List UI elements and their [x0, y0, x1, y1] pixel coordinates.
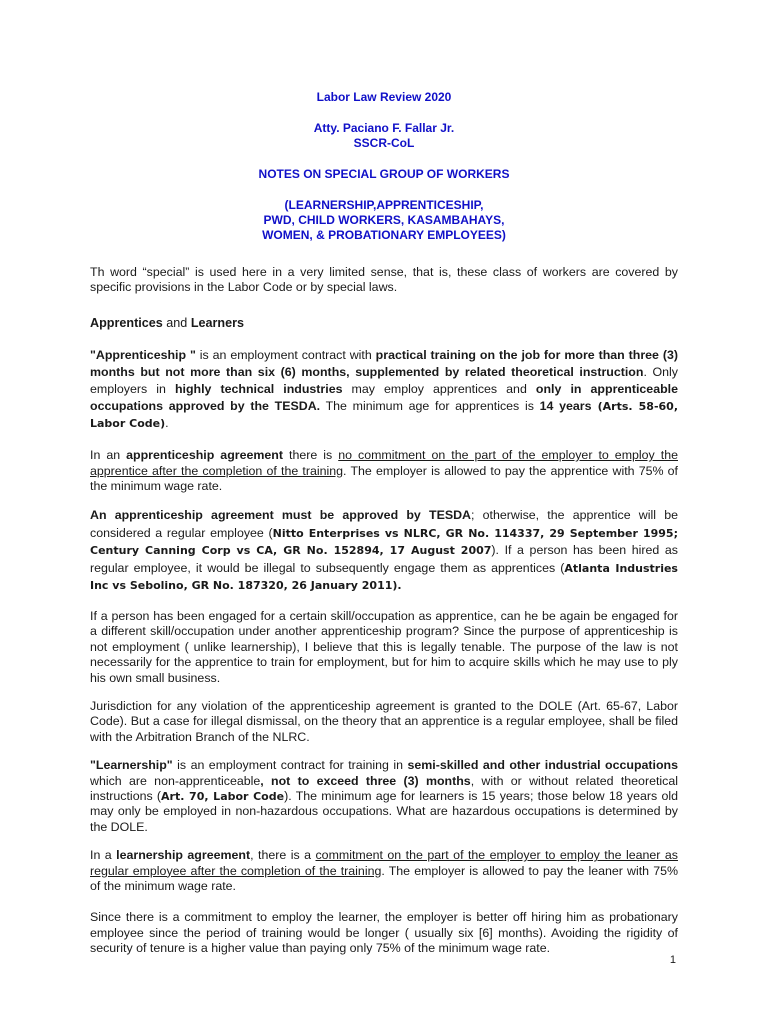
text: may employ apprentices and	[342, 382, 536, 397]
agreement-paragraph	[90, 448, 678, 494]
approval-paragraph	[90, 507, 678, 595]
text: In an	[90, 448, 127, 463]
text: which are non-apprenticeable	[90, 773, 261, 788]
jurisdiction-paragraph: Jurisdiction for any violation of the apprenticeship agreement is granted to the DOLE (Art. 65-67, Labor Code). But a case for illegal dismissal, on the theory that an apprentice is a regular employee, shall be filed with the Arbitration Branch of the NLRC.	[90, 698, 678, 744]
subtopic-line: PWD, CHILD WORKERS, KASAMBAHAYS,	[263, 213, 505, 227]
citation: Nitto Enterprises vs NLRC, GR No. 114337, 29 September 1995; Century Canning Corp vs CA, GR No. 152894, 17 August 2007	[90, 526, 678, 558]
text: .	[165, 416, 169, 431]
text: is an employment contract with	[195, 348, 376, 363]
text: . Only employers in	[90, 365, 678, 397]
text: In a	[90, 848, 117, 863]
text: , there is a	[250, 848, 316, 863]
learnership-paragraph	[90, 758, 678, 835]
learnership-agreement-paragraph	[90, 848, 678, 894]
heading-part: Learners	[190, 315, 245, 330]
text: is an employment contract for training in	[172, 758, 408, 773]
text: . The employer is allowed to pay the leaner with 75% of the minimum wage rate.	[90, 863, 678, 894]
underlined-text: no commitment on the part of the employer to employ the apprentice after the completion of the training	[90, 448, 678, 478]
author-name: Atty. Paciano F. Fallar Jr.	[313, 121, 455, 135]
term: "Learnership"	[90, 758, 173, 773]
term: "Apprenticeship "	[90, 348, 196, 363]
apprenticeship-paragraph	[90, 347, 678, 432]
school-name: SSCR-CoL	[353, 136, 415, 150]
heading-part: Apprentices	[90, 315, 163, 330]
emphasis: 14 years	[539, 399, 592, 414]
text: there is	[282, 448, 339, 463]
title-block	[90, 90, 678, 243]
emphasis: An apprenticeship agreement must be approved by TESDA	[90, 508, 471, 523]
course-title: Labor Law Review 2020	[316, 90, 452, 104]
citation: Art. 70, Labor Code	[161, 790, 285, 803]
heading-conjunction: and	[162, 315, 191, 330]
text: The minimum age for apprentices is	[320, 399, 540, 414]
underlined-text: commitment on the part of the employer to employ the leaner as regular employee after the completion of the training	[90, 848, 678, 878]
emphasis: apprenticeship agreement	[126, 448, 283, 463]
text: ; otherwise, the apprentice will be considered a regular employee (	[90, 508, 678, 540]
emphasis: practical training on the job for more than three (3) months but not more than six (6) months, supplemented by related theoretical instruction	[90, 348, 678, 380]
question-paragraph: If a person has been engaged for a certain skill/occupation as apprentice, can he be again be engaged for a different skill/occupation under another apprenticeship program? Since the purpose of apprenticeship is not employment ( unlike learnership), I believe that this is legally tenable. The purpose of the law is not necessarily for the apprentice to train for employment, but for him to acquire skills which he may use to ply his own small business.	[90, 608, 678, 685]
emphasis: semi-skilled and other industrial occupations	[407, 758, 678, 773]
emphasis: , not to exceed three (3) months	[260, 773, 471, 788]
text: ). The minimum age for learners is 15 years; those below 18 years old may only be employed in non-hazardous occupations. What are hazardous occupations is determined by the DOLE.	[90, 789, 678, 834]
commitment-paragraph: Since there is a commitment to employ the learner, the employer is better off hiring him as probationary employee since the period of training would be longer ( usually six [6] months). Avoiding the rigidity of security of tenure is a higher value than paying only 75% of the minimum wage rate.	[90, 910, 678, 956]
subtopic-line: (LEARNERSHIP,APPRENTICESHIP,	[284, 198, 484, 212]
text: . The employer is allowed to pay the apprentice with 75% of the minimum wage rate.	[90, 463, 679, 494]
citation: (Arts. 58-60, Labor Code)	[90, 400, 679, 431]
section-heading	[90, 316, 678, 331]
document-page	[90, 90, 678, 957]
text: ). If a person has been hired as regular employee, it would be illegal to subsequently engage them as apprentices (	[90, 543, 678, 575]
citation: Atlanta Industries Inc vs Sebolino, GR No. 187320, 26 January 2011).	[90, 561, 678, 593]
emphasis: only in apprenticeable occupations approved by the TESDA.	[90, 382, 678, 414]
page-number: 1	[669, 954, 676, 966]
emphasis: learnership agreement	[116, 848, 251, 863]
text: , with or without related theoretical instructions (	[90, 773, 678, 803]
emphasis: highly technical industries	[174, 382, 343, 397]
subtopic-line: WOMEN, & PROBATIONARY EMPLOYEES)	[262, 228, 506, 242]
intro-paragraph: Th word “special” is used here in a very limited sense, that is, these class of workers are covered by specific provisions in the Labor Code or by special laws.	[90, 265, 678, 295]
topic-title: NOTES ON SPECIAL GROUP OF WORKERS	[258, 167, 510, 181]
